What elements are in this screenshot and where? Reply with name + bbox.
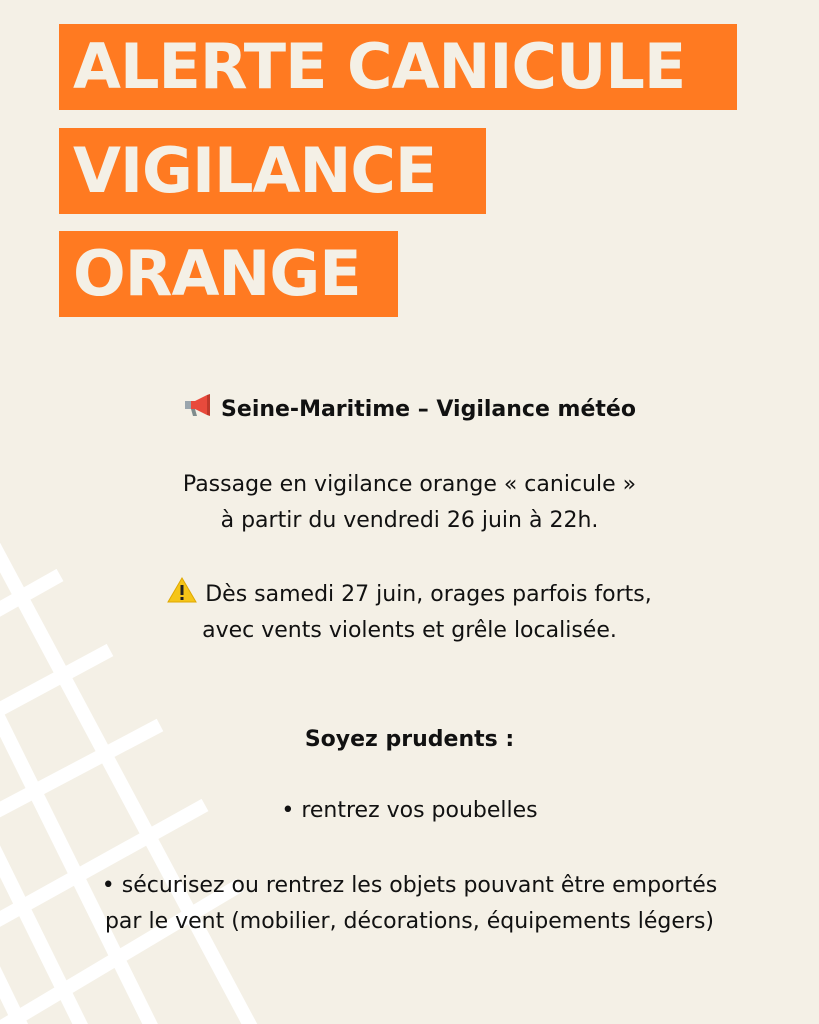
region-header-text: Seine-Maritime – Vigilance météo: [221, 397, 636, 422]
announcement-line-2: à partir du vendredi 26 juin à 22h.: [220, 508, 599, 533]
title-line-2: VIGILANCE: [59, 128, 486, 214]
megaphone-icon: [183, 392, 213, 418]
advice-heading: Soyez prudents :: [304, 727, 515, 752]
warning-icon: [167, 577, 197, 603]
advice-item-2-line-1: • sécurisez ou rentrez les objets pouvant être emportés: [101, 873, 718, 898]
warning-text-1: Dès samedi 27 juin, orages parfois forts,: [205, 582, 652, 607]
title-line-3: ORANGE: [59, 231, 398, 317]
warning-line-2: avec vents violents et grêle localisée.: [202, 618, 617, 643]
region-header: [0, 392, 819, 428]
advice-item-2-line-2: par le vent (mobilier, décorations, équipements légers): [104, 909, 715, 934]
announcement-line-1: Passage en vigilance orange « canicule »: [182, 472, 637, 497]
warning-line-1: [0, 577, 819, 613]
advice-item-1: • rentrez vos poubelles: [281, 798, 538, 823]
title-line-1: ALERTE CANICULE: [59, 24, 737, 110]
